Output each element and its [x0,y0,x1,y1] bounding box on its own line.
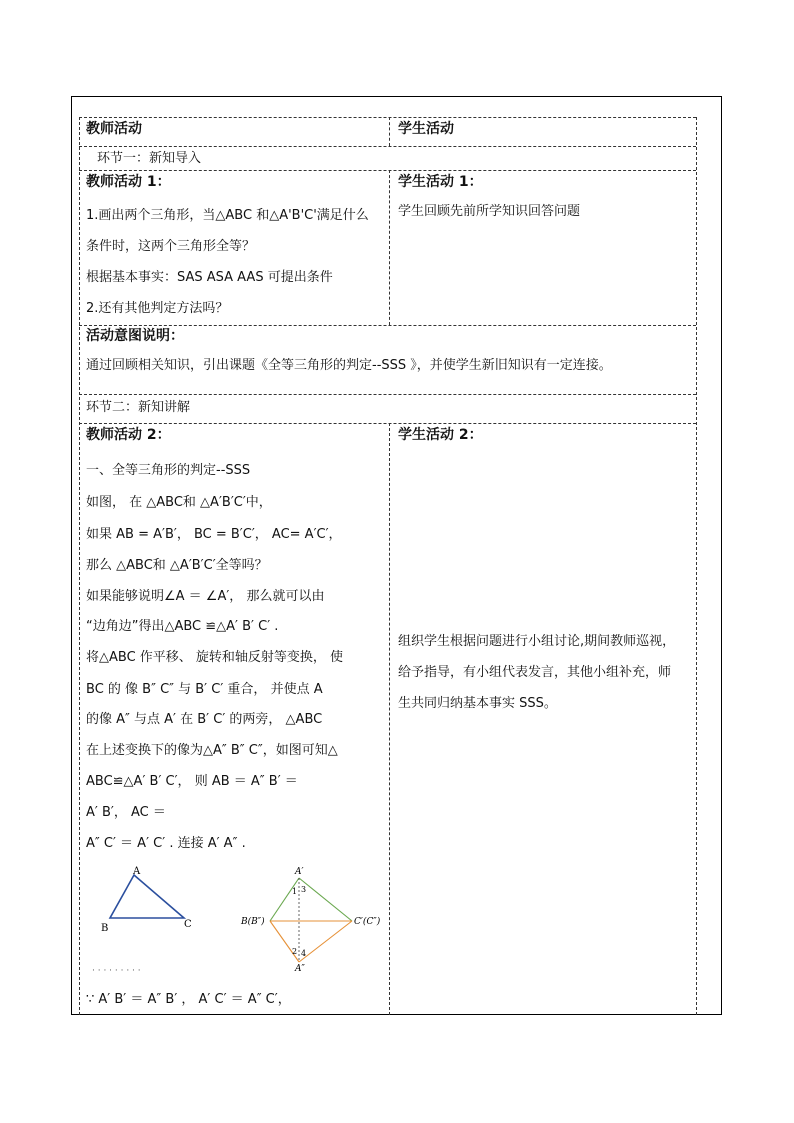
teacher-activity2-title: 教师活动 2： [86,427,171,443]
label-a-prime: A′ [295,867,304,877]
triangle-abc [110,875,184,918]
student-activity2-line: 给予指导，有小组代表发言，其他小组补充，师 [398,665,672,680]
figure-caption: · · · · · · · · · [92,966,141,976]
label-c-c2: C′(C″) [354,917,381,927]
teacher-activity2-line: “边角边”得出△ABC ≌△A′ B′ C′ . [86,619,279,634]
header-student: 学生活动 [398,121,454,137]
student-activity2-line: 生共同归纳基本事实 SSS。 [398,696,557,711]
teacher-activity2-line: ∵ A′ B′ ＝ A″ B′ ， A′ C′ ＝ A″ C′， [86,992,291,1007]
student-activity1-text: 学生回顾先前所学知识回答问题 [398,204,581,219]
header-teacher: 教师活动 [86,121,142,137]
teacher-activity2-line: 将△ABC 作平移、 旋转和轴反射等变换， 使 [86,650,344,665]
label-a-double-prime: A″ [295,964,305,974]
label-a: A [133,866,141,877]
teacher-activity2-line: ABC≌△A′ B′ C′， 则 AB ＝ A″ B′ ＝ [86,774,298,789]
angle-label-4: 4 [301,949,307,958]
teacher-activity1-title: 教师活动 1： [86,174,171,190]
segment-a1-c [299,878,352,921]
section2-title: 环节二：新知讲解 [86,400,191,415]
segment-b-a1 [270,878,299,921]
teacher-activity2-line: 一、全等三角形的判定--SSS [86,463,251,478]
teacher-activity2-line: 如果 AB = A′B′， BC = B′C′， AC= A′C′， [86,527,342,542]
triangle-abc-figure [96,866,196,936]
teacher-activity1-line: 根据基本事实：SAS ASA AAS 可提出条件 [86,270,333,285]
label-b: B [101,923,109,934]
segment-a2-c [299,921,352,962]
teacher-activity2-line: A′ B′， AC ＝ [86,805,166,820]
section1-title: 环节一：新知导入 [97,151,202,166]
intent-title: 活动意图说明： [86,328,184,344]
teacher-activity2-line: 的像 A″ 与点 A′ 在 B′ C′ 的两旁， △ABC [86,712,323,727]
teacher-activity2-line: 在上述变换下的像为△A″ B″ C″，如图可知△ [86,743,338,758]
student-activity2-line: 组织学生根据问题进行小组讨论,期间教师巡视， [398,634,676,649]
teacher-activity2-line: 那么 △ABC和 △A′B′C′全等吗？ [86,558,268,573]
reflected-triangle-figure [240,866,390,976]
angle-label-3: 3 [301,885,307,894]
teacher-activity1-line: 条件时，这两个三角形全等？ [86,239,256,254]
intent-text: 通过回顾相关知识，引出课题《全等三角形的判定--SSS 》，并使学生新旧知识有一定连接。 [86,358,612,373]
angle-label-2: 2 [292,947,298,956]
teacher-activity2-line: BC 的 像 B″ C″ 与 B′ C′ 重合， 并使点 A [86,682,323,697]
student-activity2-title: 学生活动 2： [398,427,483,443]
teacher-activity2-line: A″ C′ ＝ A′ C′ . 连接 A′ A″ . [86,836,246,851]
student-activity1-title: 学生活动 1： [398,174,483,190]
angle-label-1: 1 [292,887,298,896]
label-b-b2: B(B″) [241,917,265,927]
teacher-activity2-line: 如果能够说明∠A ＝ ∠A′， 那么就可以由 [86,589,325,604]
teacher-activity1-line: 2.还有其他判定方法吗？ [86,301,229,316]
label-c: C [184,919,192,930]
teacher-activity2-line: 如图， 在 △ABC和 △A′B′C′中， [86,495,272,510]
teacher-activity1-line: 1.画出两个三角形，当△ABC 和△A'B'C'满足什么 [86,208,369,223]
